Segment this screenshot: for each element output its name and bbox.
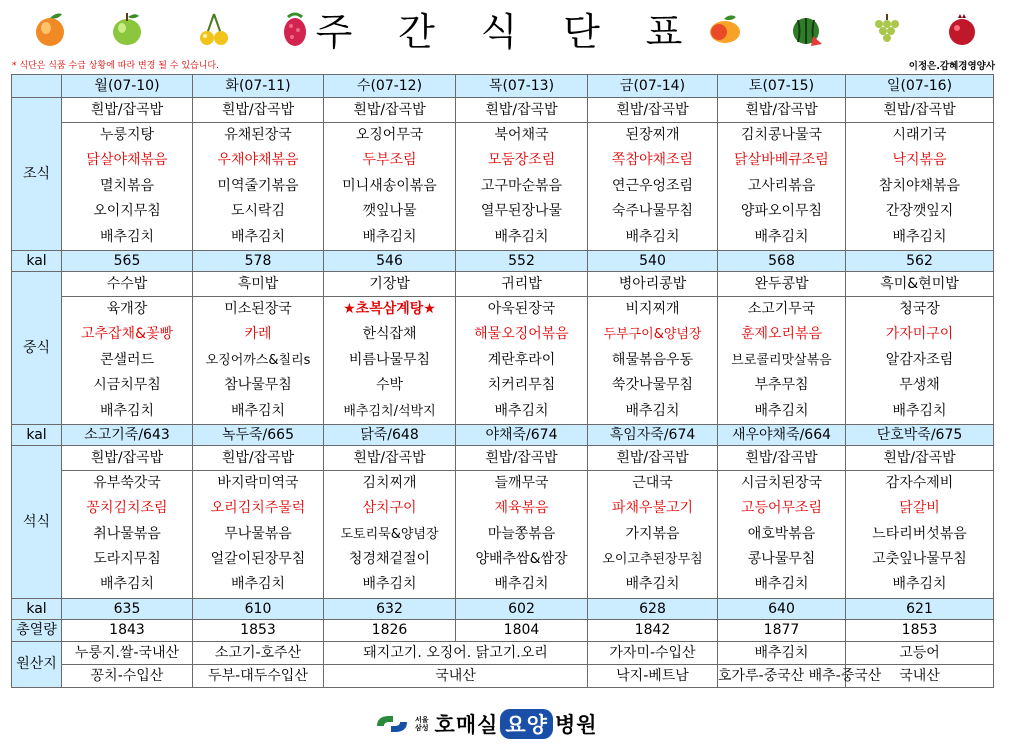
main-dish: 쪽참야채조림	[611, 152, 694, 169]
hospital-name-part: 병원	[554, 713, 598, 737]
hospital-name-badge: 요양	[500, 709, 553, 739]
kal-value: 552	[456, 250, 588, 271]
mango-icon	[708, 10, 742, 48]
breakfast-label: 조식	[12, 98, 62, 251]
dish: 배추김치	[754, 228, 809, 245]
rice-cell: 흰밥/잡곡밥	[193, 98, 324, 123]
title-char: 표	[645, 9, 685, 54]
breakfast-rice-row	[12, 98, 994, 123]
kal-value: 녹두죽/665	[193, 424, 324, 445]
kal-value: 새우야채죽/664	[718, 424, 846, 445]
origin-row-2	[12, 664, 994, 687]
peach-icon	[33, 10, 67, 48]
main-dish: 모둠장조림	[487, 152, 556, 169]
origin-cell: 낙지-베트남	[588, 664, 718, 687]
rice-cell: 흰밥/잡곡밥	[456, 98, 588, 123]
cherry-icon	[197, 10, 231, 48]
kal-value: 닭죽/648	[324, 424, 456, 445]
dish: 깻잎나물	[362, 203, 417, 220]
dish: 배추김치	[892, 402, 947, 419]
dish: 배추김치	[754, 402, 809, 419]
location-seoul: 서울	[415, 716, 429, 724]
rice-cell: 흰밥/잡곡밥	[588, 445, 718, 470]
total-value: 1843	[62, 619, 193, 641]
dish: 배추김치/석박지	[343, 403, 436, 419]
menu-cell	[718, 296, 846, 424]
kal-value: 소고기죽/643	[62, 424, 193, 445]
rice-cell: 흰밥/잡곡밥	[193, 445, 324, 470]
dish: 콘샐러드	[99, 351, 155, 368]
dish: 들깨무국	[494, 474, 549, 491]
dish: 고사리볶음	[747, 177, 816, 194]
main-dish: 닭갈비	[899, 500, 940, 517]
dish: 브로콜리맛살볶음	[731, 352, 832, 368]
dish: 비름나물무침	[348, 351, 431, 368]
dish: 양파오이무침	[740, 203, 823, 220]
header-corner	[12, 75, 62, 98]
menu-cell	[324, 296, 456, 424]
dish: 애호박볶음	[747, 525, 816, 542]
main-dish: 삼치구이	[362, 500, 417, 517]
dish: 수박	[375, 377, 404, 394]
dish: 누룽지탕	[99, 127, 155, 143]
total-value: 1826	[324, 619, 456, 641]
main-dish: 닭살야채볶음	[86, 152, 168, 169]
menu-cell	[193, 123, 324, 251]
dish: 한식잡채	[362, 326, 417, 343]
kal-value: 632	[324, 598, 456, 619]
main-dish: 두부조림	[362, 152, 417, 169]
dish: 시금치무침	[93, 377, 161, 394]
hospital-name	[435, 709, 598, 739]
origin-cell: 두부-대두수입산	[193, 664, 324, 687]
kal-value: 540	[588, 250, 718, 271]
dish: 가지볶음	[625, 525, 680, 542]
origin-cell: 호가루-중국산 배추-중국산	[718, 664, 846, 687]
dish: 북어채국	[494, 127, 549, 143]
day-header: 목(07-13)	[456, 75, 588, 98]
kal-value: 602	[456, 598, 588, 619]
dish: 시래기국	[892, 127, 947, 143]
dish: 된장찌개	[625, 127, 680, 143]
rice-cell: 흰밥/잡곡밥	[324, 98, 456, 123]
breakfast-items-row	[12, 123, 994, 251]
menu-cell	[456, 296, 588, 424]
kal-value: 546	[324, 250, 456, 271]
menu-cell	[846, 296, 994, 424]
origin-cell: 고등어	[846, 641, 994, 664]
breakfast-kal-row	[12, 250, 994, 271]
rice-cell: 흰밥/잡곡밥	[62, 445, 193, 470]
dish: 멸치볶음	[99, 177, 155, 194]
apple-icon	[110, 10, 144, 48]
dish: 도시락김	[230, 203, 286, 220]
menu-cell	[588, 123, 718, 251]
dish: 참나물무침	[224, 377, 292, 394]
day-header: 화(07-11)	[193, 75, 324, 98]
rice-cell: 흰밥/잡곡밥	[588, 98, 718, 123]
dish: 미소된장국	[224, 300, 292, 317]
lunch-items-row	[12, 296, 994, 424]
dish: 육개장	[106, 300, 148, 317]
origin-cell: 가자미-수입산	[588, 641, 718, 664]
dish: 아욱된장국	[487, 300, 556, 317]
rice-cell: 흰밥/잡곡밥	[62, 98, 193, 123]
menu-cell	[718, 470, 846, 598]
main-dish: 가자미구이	[885, 326, 954, 343]
rice-cell: 흰밥/잡곡밥	[718, 445, 846, 470]
main-dish: 두부구이&양념장	[603, 327, 702, 343]
dish: 콩나물무침	[747, 551, 816, 568]
dish: 배추김치	[99, 402, 155, 419]
dish: 알감자조림	[885, 351, 954, 368]
dish: 배추김치	[494, 576, 549, 593]
rice-cell: 수수밥	[62, 271, 193, 296]
page-header	[0, 0, 1011, 55]
kal-value: 610	[193, 598, 324, 619]
dish: 연근우엉조림	[611, 177, 694, 194]
dish: 배추김치	[494, 402, 549, 419]
dish: 해물볶음우동	[611, 351, 694, 368]
hospital-name-part: 호매실	[434, 713, 499, 737]
dish: 배추김치	[230, 228, 286, 245]
kal-value: 562	[846, 250, 994, 271]
dish: 부추무침	[754, 377, 809, 394]
dish: 배추김치	[99, 228, 155, 245]
rice-cell: 흑미&현미밥	[846, 271, 994, 296]
origin-cell: 꽁치-수입산	[62, 664, 193, 687]
total-value: 1804	[456, 619, 588, 641]
origin-cell: 국내산	[324, 664, 588, 687]
dish: 배추김치	[892, 228, 947, 245]
grape-icon	[868, 10, 902, 48]
day-header: 월(07-10)	[62, 75, 193, 98]
lunch-label: 중식	[12, 271, 62, 424]
menu-cell	[193, 470, 324, 598]
page-title	[300, 6, 700, 54]
dish: 배추김치	[494, 228, 549, 245]
kal-value: 635	[62, 598, 193, 619]
main-dish: 파채우불고기	[611, 500, 694, 517]
dish: 오징어까스&칠리s	[205, 352, 311, 368]
dish: 배추김치	[625, 228, 680, 245]
menu-cell	[846, 123, 994, 251]
dish: 김치콩나물국	[740, 127, 823, 143]
lunch-kal-row	[12, 424, 994, 445]
dish: 배추김치	[230, 576, 286, 593]
main-dish: 해물오징어볶음	[474, 326, 569, 343]
hospital-location	[415, 716, 429, 732]
rice-cell: 흑미밥	[193, 271, 324, 296]
notice-text: * 식단은 식품 수급 상황에 따라 변경 될 수 있습니다.	[12, 61, 219, 71]
dish: 양배추쌈&쌈장	[475, 551, 568, 568]
dish: 배추김치	[230, 402, 286, 419]
dinner-items-row	[12, 470, 994, 598]
special-dish: ★초복삼계탕★	[343, 300, 436, 317]
pomegranate-icon	[945, 10, 979, 48]
kal-label: kal	[12, 424, 62, 445]
menu-cell	[456, 123, 588, 251]
menu-cell	[193, 296, 324, 424]
origin-row-1	[12, 641, 994, 664]
total-value: 1853	[846, 619, 994, 641]
dish: 고구마순볶음	[480, 177, 563, 194]
day-header-row	[12, 75, 994, 98]
weekly-menu-table	[11, 74, 994, 688]
dish: 참치야채볶음	[878, 177, 961, 194]
dish: 느타리버섯볶음	[872, 525, 967, 542]
title-char: 간	[398, 9, 437, 54]
dish: 오징어무국	[355, 127, 424, 143]
origin-cell: 국내산	[846, 664, 994, 687]
menu-cell	[456, 470, 588, 598]
menu-cell	[588, 470, 718, 598]
dish: 배추김치	[892, 576, 947, 593]
watermelon-icon	[789, 10, 823, 48]
origin-cell: 소고기-호주산	[193, 641, 324, 664]
hospital-logo	[375, 709, 598, 739]
dish: 쑥갓나물무침	[611, 377, 694, 394]
dish: 치커리무침	[487, 377, 556, 394]
kal-value: 565	[62, 250, 193, 271]
title-char: 식	[480, 9, 520, 54]
day-header: 일(07-16)	[846, 75, 994, 98]
day-header: 금(07-14)	[588, 75, 718, 98]
dinner-rice-row	[12, 445, 994, 470]
main-dish: 오리김치주물럭	[210, 500, 306, 517]
rice-cell: 흰밥/잡곡밥	[846, 445, 994, 470]
menu-cell	[62, 123, 193, 251]
dish: 청경채겉절이	[348, 551, 431, 568]
dish: 얼갈이된장무침	[210, 551, 306, 568]
dish: 배추김치	[362, 576, 417, 593]
dish: 마늘쫑볶음	[487, 525, 556, 542]
total-kal-row	[12, 619, 994, 641]
day-header: 수(07-12)	[324, 75, 456, 98]
dish: 바지락미역국	[217, 474, 299, 491]
dish: 취나물볶음	[93, 525, 161, 542]
kal-value: 568	[718, 250, 846, 271]
dish: 시금치된장국	[740, 474, 823, 491]
main-dish: 카레	[244, 326, 272, 343]
total-value: 1842	[588, 619, 718, 641]
kal-label: kal	[12, 598, 62, 619]
dish: 감자수제비	[885, 474, 954, 491]
rice-cell: 기장밥	[324, 271, 456, 296]
dish: 도토리묵&양념장	[340, 526, 439, 542]
location-samsung: 삼성	[415, 724, 429, 732]
dish: 배추김치	[754, 576, 809, 593]
dish: 소고기무국	[747, 300, 816, 317]
kal-value: 628	[588, 598, 718, 619]
origin-label: 원산지	[12, 641, 62, 687]
kal-value: 흑임자죽/674	[588, 424, 718, 445]
main-dish: 고추잡채&꽃빵	[80, 326, 174, 343]
dish: 미니새송이볶음	[342, 177, 437, 194]
dietitian-label: 이정은.감혜경영양사	[908, 61, 995, 72]
kal-value: 578	[193, 250, 324, 271]
dinner-kal-row	[12, 598, 994, 619]
lunch-rice-row	[12, 271, 994, 296]
dinner-label: 석식	[12, 445, 62, 598]
rice-cell: 흰밥/잡곡밥	[324, 445, 456, 470]
dish: 오이고추된장무침	[602, 552, 703, 568]
rice-cell: 완두콩밥	[718, 271, 846, 296]
menu-cell	[62, 296, 193, 424]
dish: 유부쑥갓국	[93, 474, 161, 491]
dish: 무생채	[899, 377, 940, 394]
dish: 유채된장국	[224, 127, 292, 143]
dish: 열무된장나물	[480, 203, 563, 220]
main-dish: 낙지볶음	[892, 152, 947, 169]
rice-cell: 흰밥/잡곡밥	[456, 445, 588, 470]
menu-cell	[324, 123, 456, 251]
main-dish: 우채야채볶음	[217, 152, 299, 169]
origin-cell: 누룽지.쌀-국내산	[62, 641, 193, 664]
kal-value: 621	[846, 598, 994, 619]
main-dish: 닭살바베큐조림	[734, 152, 829, 169]
dish: 고춧잎나물무침	[872, 551, 967, 568]
kal-label: kal	[12, 250, 62, 271]
total-value: 1877	[718, 619, 846, 641]
dish: 간장깻잎지	[885, 203, 954, 220]
dish: 미역줄기볶음	[217, 177, 299, 194]
dish: 숙주나물무침	[611, 203, 694, 220]
dish: 오이지무침	[93, 203, 161, 220]
kal-value: 단호박죽/675	[846, 424, 994, 445]
origin-cell: 배추김치	[718, 641, 846, 664]
dish: 배추김치	[362, 228, 417, 245]
main-dish: 꽁치김치조림	[86, 500, 168, 517]
total-label: 총열량	[12, 619, 62, 641]
dish: 비지찌개	[625, 300, 680, 317]
day-header: 토(07-15)	[718, 75, 846, 98]
rice-cell: 귀리밥	[456, 271, 588, 296]
main-dish: 고등어무조림	[740, 500, 823, 517]
origin-cell: 돼지고기. 오징어. 닭고기.오리	[324, 641, 588, 664]
dish: 계란후라이	[487, 351, 556, 368]
dish: 도라지무침	[93, 551, 161, 568]
kal-value: 640	[718, 598, 846, 619]
rice-cell: 흰밥/잡곡밥	[846, 98, 994, 123]
dish: 청국장	[899, 300, 940, 317]
dish: 무나물볶음	[224, 525, 292, 542]
main-dish: 훈제오리볶음	[740, 326, 823, 343]
title-char: 주	[315, 9, 355, 54]
total-value: 1853	[193, 619, 324, 641]
dish: 배추김치	[99, 576, 155, 593]
dish: 배추김치	[625, 576, 680, 593]
kal-value: 야채죽/674	[456, 424, 588, 445]
rice-cell: 병아리콩밥	[588, 271, 718, 296]
dish: 김치찌개	[362, 474, 417, 491]
menu-cell	[846, 470, 994, 598]
dish: 근대국	[632, 474, 673, 491]
rice-cell: 흰밥/잡곡밥	[718, 98, 846, 123]
main-dish: 제육볶음	[494, 500, 549, 517]
hospital-logo-icon	[375, 712, 409, 736]
menu-cell	[62, 470, 193, 598]
menu-cell	[718, 123, 846, 251]
menu-cell	[324, 470, 456, 598]
menu-cell	[588, 296, 718, 424]
dish: 배추김치	[625, 402, 680, 419]
title-char: 단	[563, 9, 602, 54]
